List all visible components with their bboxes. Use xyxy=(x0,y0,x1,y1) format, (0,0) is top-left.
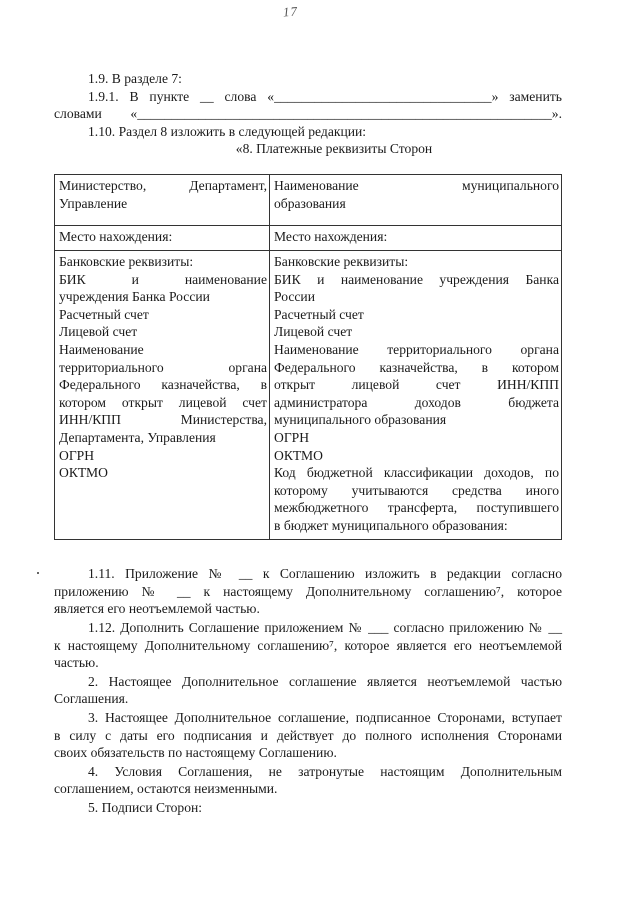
clause-1-12-line3: частью. xyxy=(54,655,99,670)
cell-line: Наименование xyxy=(59,341,144,357)
cell-line: ОГРН xyxy=(59,447,95,463)
cell-line: Федерального казначейства, в xyxy=(59,377,267,393)
cell-line: межбюджетного трансферта, поступившего xyxy=(274,500,559,516)
clause-1-11-line3: является его неотъемлемой частью. xyxy=(54,601,260,616)
clause-1-9-1-line2: словами «_____________________________________________________________». xyxy=(54,106,562,121)
cell-line: Лицевой счет xyxy=(59,324,138,340)
cell-line: Расчетный счет xyxy=(59,306,149,322)
location-cell-right: Место нахождения: xyxy=(270,226,562,251)
clause-1-12-line2: к настоящему Дополнительному соглашению⁷, которое является его неотъемлемой xyxy=(54,638,562,653)
clause-4-line1: 4. Условия Соглашения, не затронутые настоящим Дополнительным xyxy=(88,764,562,779)
clause-1-11-line1: 1.11. Приложение № __ к Соглашению изложить в редакции согласно xyxy=(88,566,562,581)
cell-line: открыт лицевой счет ИНН/КПП xyxy=(274,377,559,393)
cell-line: муниципального образования xyxy=(274,412,447,428)
clause-5: 5. Подписи Сторон: xyxy=(88,800,203,815)
table-row xyxy=(55,175,562,226)
cell-line: БИК и наименование учреждения Банка xyxy=(274,271,559,287)
clause-3-line3: своих обязательств по настоящему Соглашению. xyxy=(54,745,337,760)
section-title: «8. Платежные реквизиты Сторон xyxy=(235,141,433,156)
table-row xyxy=(55,251,562,540)
clause-1-11-line2: приложению № __ к настоящему Дополнительному соглашению⁷, которое xyxy=(54,584,562,599)
cell-line: ОГРН xyxy=(274,429,310,445)
scan-dot xyxy=(37,572,39,574)
clause-4-line2: соглашением, остаются неизменными. xyxy=(54,781,278,796)
ministry-header-cell xyxy=(55,175,270,226)
clause-2-line1: 2. Настоящее Дополнительное соглашение является неотъемлемой частью xyxy=(88,674,562,689)
table-row xyxy=(55,226,562,251)
location-cell-left: Место нахождения: xyxy=(55,226,270,251)
cell-line: Банковские реквизиты: xyxy=(274,254,409,269)
clause-2-line2: Соглашения. xyxy=(54,691,129,706)
cell-line: в бюджет муниципального образования: xyxy=(274,517,508,533)
cell-line: Федерального казначейства, в котором xyxy=(274,359,559,375)
cell-line: образования xyxy=(274,195,346,211)
cell-line: Наименование территориального органа xyxy=(274,341,559,357)
cell-line: ИНН/КПП Министерства, xyxy=(59,412,267,428)
cell-line: Наименование муниципального xyxy=(274,178,559,193)
municipality-header-cell xyxy=(270,175,562,226)
clause-1-12-line1: 1.12. Дополнить Соглашение приложением № ___ согласно приложению № __ xyxy=(88,620,562,635)
cell-line: Расчетный счет xyxy=(274,306,364,322)
cell-line: Код бюджетной классификации доходов, по xyxy=(274,465,559,481)
cell-line: территориального органа xyxy=(59,359,267,375)
payment-details-table xyxy=(54,174,562,540)
cell-line: учреждения Банка России xyxy=(59,289,210,305)
cell-line: котором открыт лицевой счет xyxy=(59,394,267,410)
cell-line: Министерство, Департамент, xyxy=(59,178,267,193)
cell-line: БИК и наименование xyxy=(59,271,267,287)
cell-line: ОКТМО xyxy=(274,447,323,463)
cell-line: России xyxy=(274,289,315,305)
cell-line: Банковские реквизиты: xyxy=(59,254,194,269)
cell-line: Лицевой счет xyxy=(274,324,353,340)
clause-3-line2: в силу с даты его подписания и действует до полного исполнения Сторонами xyxy=(54,728,562,743)
clause-1-9-1-line1: 1.9.1. В пункте __ слова «________________________________» заменить xyxy=(88,89,562,104)
clause-3-line1: 3. Настоящее Дополнительное соглашение, подписанное Сторонами, вступает xyxy=(88,710,562,725)
clause-1-10: 1.10. Раздел 8 изложить в следующей редакции: xyxy=(88,124,367,139)
clause-1-9: 1.9. В разделе 7: xyxy=(88,71,182,86)
cell-line: ОКТМО xyxy=(59,465,108,481)
bank-details-cell-left xyxy=(55,251,270,540)
page-number: 17 xyxy=(282,3,299,20)
bank-details-cell-right xyxy=(270,251,562,540)
cell-line: администратора доходов бюджета xyxy=(274,394,559,410)
cell-line: Управление xyxy=(59,195,128,211)
cell-line: которому учитываются средства иного xyxy=(274,482,559,498)
cell-line: Департамента, Управления xyxy=(59,429,216,445)
